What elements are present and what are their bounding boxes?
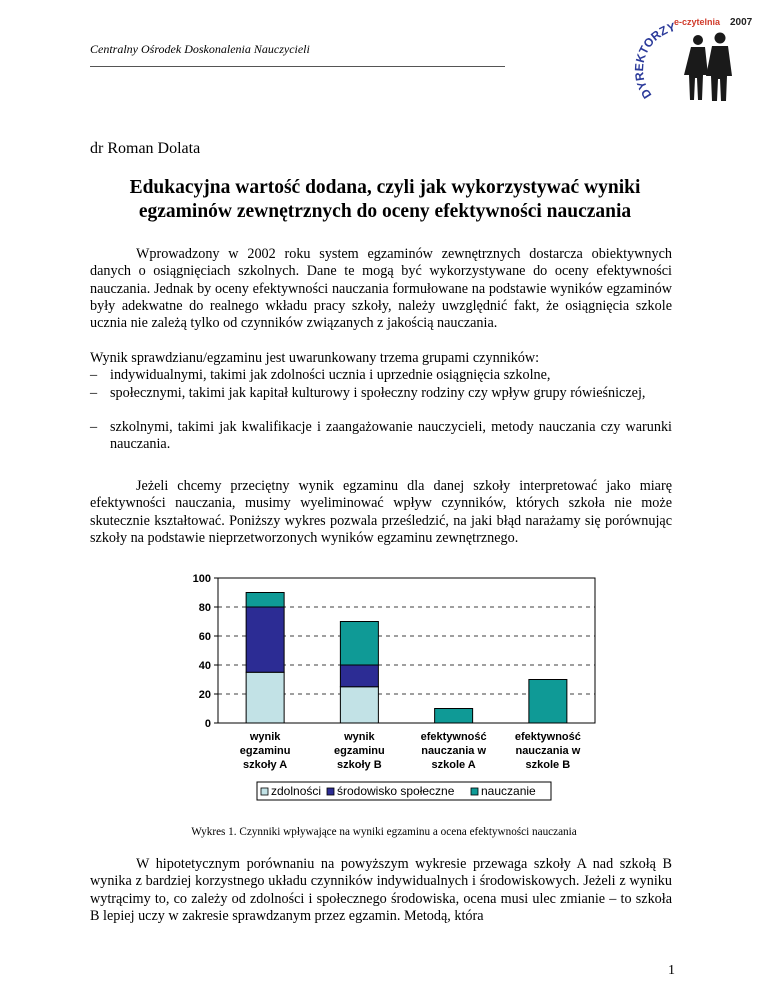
- bullet-dash: –: [90, 385, 98, 401]
- bar-segment: [246, 672, 284, 723]
- y-tick-label: 60: [198, 631, 211, 643]
- x-tick-label: egzaminu: [334, 745, 385, 757]
- list-item: [90, 419, 672, 454]
- legend-label: środowisko społeczne: [337, 784, 455, 798]
- list-item-text: społecznymi, takimi jak kapitał kulturowy i społeczny rodziny czy wpływ grupy rówieśniczej,: [110, 385, 646, 401]
- legend-swatch: [261, 788, 268, 795]
- title-line: egzaminów zewnętrznych do oceny efektywności nauczania: [138, 201, 632, 222]
- x-tick-label: egzaminu: [239, 745, 291, 757]
- legend-swatch: [327, 788, 334, 795]
- bar-segment: [340, 687, 378, 723]
- x-tick-label: efektywność: [420, 731, 487, 743]
- bar-segment: [246, 593, 284, 608]
- list-item: [90, 367, 672, 384]
- legend-label: nauczanie: [481, 784, 536, 798]
- x-tick-label: szkoły A: [243, 759, 288, 771]
- x-tick-label: nauczania w: [515, 745, 581, 757]
- x-tick-label: szkole B: [525, 759, 571, 771]
- x-tick-label: nauczania w: [421, 745, 487, 757]
- paragraph-factors: Wynik sprawdzianu/egzaminu jest uwarunkowany trzema grupami czynników:: [90, 350, 540, 366]
- list-item-text: indywidualnymi, takimi jak zdolności ucznia i uprzednie osiągnięcia szkolne,: [110, 367, 551, 383]
- bullet-dash: –: [90, 367, 98, 383]
- bar-segment: [340, 665, 378, 687]
- y-tick-label: 100: [192, 573, 211, 585]
- page-number: 1: [668, 963, 675, 978]
- paragraph-intro: Wprowadzony w 2002 roku system egzaminów zewnętrznych dostarcza obiektywnych danych o osiągnięciach szkolnych. Dane te mogą być wykorzystywane do oceny efektywności nauczania. Jednak by oceny efektywności nauczania formułowane na podstawie wyników egzaminów były adekwatne do realnego wkładu pracy szkoły, należy uwzględnić fakt, że osiągnięcia szkole ucznia nie zależą tylko od czynników związanych z jakością nauczania.: [90, 246, 672, 332]
- list-item-text: szkolnymi, takimi jak kwalifikacje i zaangażowanie nauczycieli, metody nauczania czy warunki nauczania.: [110, 419, 672, 453]
- y-tick-label: 80: [198, 602, 211, 614]
- header-organization: Centralny Ośrodek Doskonalenia Nauczycieli: [90, 42, 310, 56]
- logo-icon: [630, 10, 755, 110]
- x-tick-label: efektywność: [514, 731, 581, 743]
- bar-chart: [170, 568, 610, 818]
- bar-segment: [529, 680, 567, 724]
- x-tick-label: szkole A: [431, 759, 476, 771]
- bar-segment: [340, 622, 378, 666]
- y-tick-label: 0: [204, 718, 211, 730]
- x-tick-label: szkoły B: [337, 759, 382, 771]
- people-silhouette-icon: [684, 33, 732, 102]
- bullet-dash: –: [90, 419, 98, 435]
- logo-arc-text: DYREKTORZY: [632, 19, 677, 102]
- x-tick-label: wynik: [249, 731, 281, 743]
- article-title: [100, 176, 670, 224]
- list-item: [90, 385, 672, 402]
- bar-segment: [246, 607, 284, 672]
- legend-swatch: [471, 788, 478, 795]
- title-line: Edukacyjna wartość dodana, czyli jak wykorzystywać wyniki: [129, 177, 641, 198]
- header-divider: [90, 66, 505, 67]
- logo-top-text: e-czytelnia: [674, 17, 721, 27]
- x-tick-label: wynik: [344, 731, 375, 743]
- figure-caption: Wykres 1. Czynniki wpływające na wyniki egzaminu a ocena efektywności nauczania: [191, 826, 577, 838]
- y-tick-label: 40: [198, 660, 211, 672]
- paragraph-conclusion: W hipotetycznym porównaniu na powyższym wykresie przewaga szkoły A nad szkołą B wynika z bardziej korzystnego układu czynników indywidualnych i środowiskowych. Jeżeli z wyniku wytrącimy to, co zależy od zdolności i społecznego środowiska, ocena musi ulec zmianie – to szkoła B lepiej uczy w zakresie sprawdzanym przez egzamin. Metodą, która: [90, 856, 672, 924]
- legend-label: zdolności: [271, 784, 322, 798]
- paragraph-chart-intro: Jeżeli chcemy przeciętny wynik egzaminu dla danej szkoły interpretować jako miarę efektywności nauczania, musimy wyeliminować wpływ czynników, których szkoła nie może skutecznie kształtować. Poniższy wykres pozwala prześledzić, na jaki błąd narażamy się porównując szkoły na podstawie nieprzetworzonych wyników egzaminu zewnętrznego.: [90, 478, 672, 546]
- logo-year: 2007: [730, 17, 753, 28]
- y-tick-label: 20: [198, 689, 211, 701]
- author-name: dr Roman Dolata: [90, 140, 201, 157]
- bar-segment: [435, 709, 473, 724]
